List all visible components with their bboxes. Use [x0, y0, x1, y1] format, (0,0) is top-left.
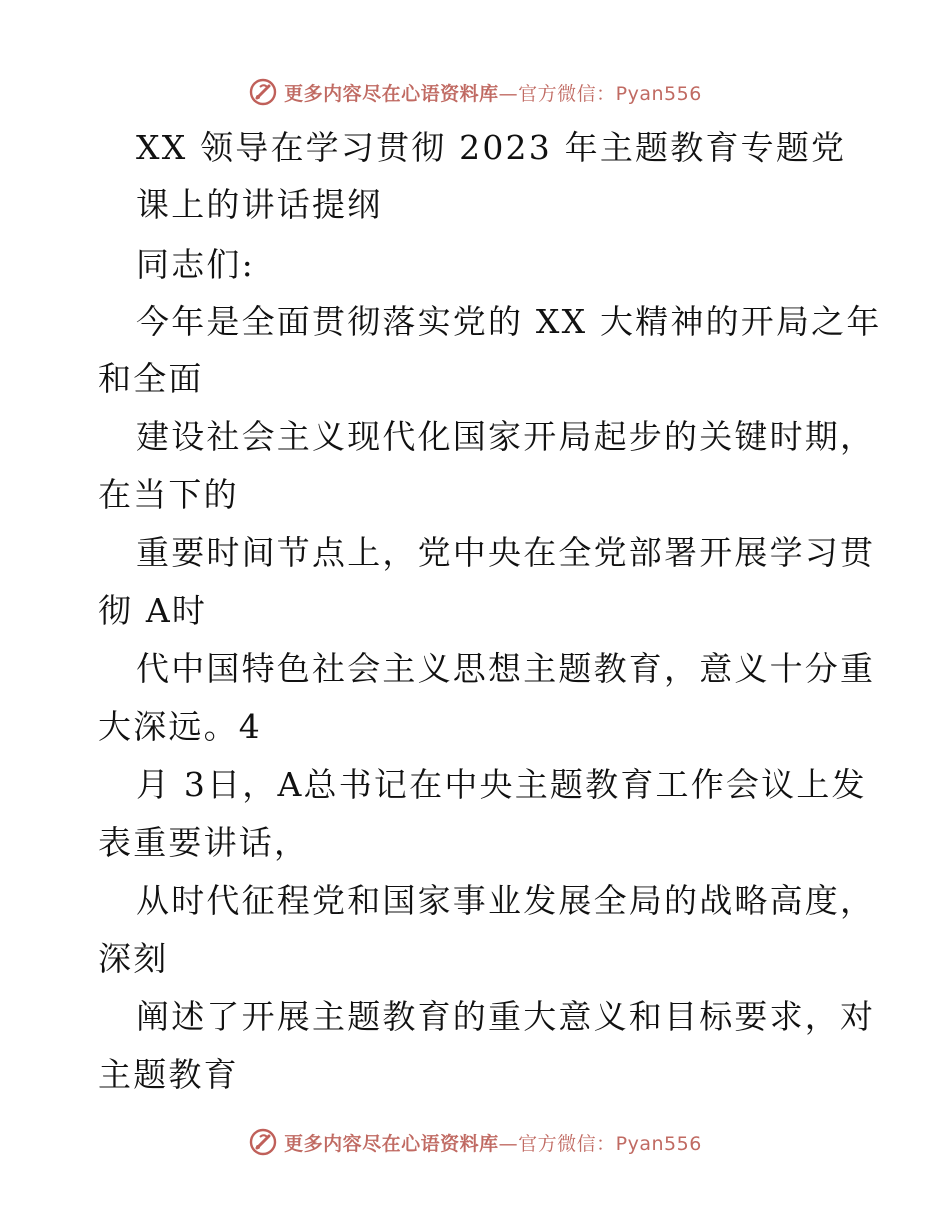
salutation: 同志们:: [136, 245, 255, 284]
paragraph-line: 大深远。4: [98, 707, 262, 746]
paragraph-line: 代中国特色社会主义思想主题教育，意义十分重: [136, 649, 876, 688]
seal-logo-icon: [248, 1127, 278, 1157]
document-title-line-2: 课上的讲话提纲: [136, 185, 383, 224]
footer-watermark: [0, 1122, 950, 1162]
paragraph-line: 主题教育: [98, 1055, 239, 1094]
paragraph-line: 和全面: [98, 359, 204, 398]
watermark-main-text: 更多内容尽在心语资料库: [284, 82, 499, 105]
paragraph-line: 表重要讲话，: [98, 823, 310, 862]
watermark-tail-text: —官方微信：Pyan556: [498, 82, 702, 105]
document-title-line-1: XX 领导在学习贯彻 2023 年主题教育专题党: [136, 128, 847, 167]
seal-logo-icon: [248, 77, 278, 107]
paragraph-line: 建设社会主义现代化国家开局起步的关键时期，: [136, 417, 876, 456]
paragraph-line: 月 3日，A总书记在中央主题教育工作会议上发: [136, 765, 867, 804]
header-watermark: [0, 72, 950, 112]
paragraph-line: 彻 A时: [98, 591, 208, 630]
watermark-main-text: 更多内容尽在心语资料库: [284, 1132, 499, 1155]
paragraph-line: 从时代征程党和国家事业发展全局的战略高度，: [136, 881, 876, 920]
paragraph-line: 今年是全面贯彻落实党的 XX 大精神的开局之年: [136, 302, 882, 341]
paragraph-line: 在当下的: [98, 475, 239, 514]
watermark-tail-text: —官方微信：Pyan556: [498, 1132, 702, 1155]
paragraph-line: 重要时间节点上，党中央在全党部署开展学习贯: [136, 533, 876, 572]
paragraph-line: 深刻: [98, 939, 169, 978]
paragraph-line: 阐述了开展主题教育的重大意义和目标要求，对: [136, 997, 876, 1036]
watermark-text: [284, 1129, 702, 1156]
watermark-text: [284, 79, 702, 106]
